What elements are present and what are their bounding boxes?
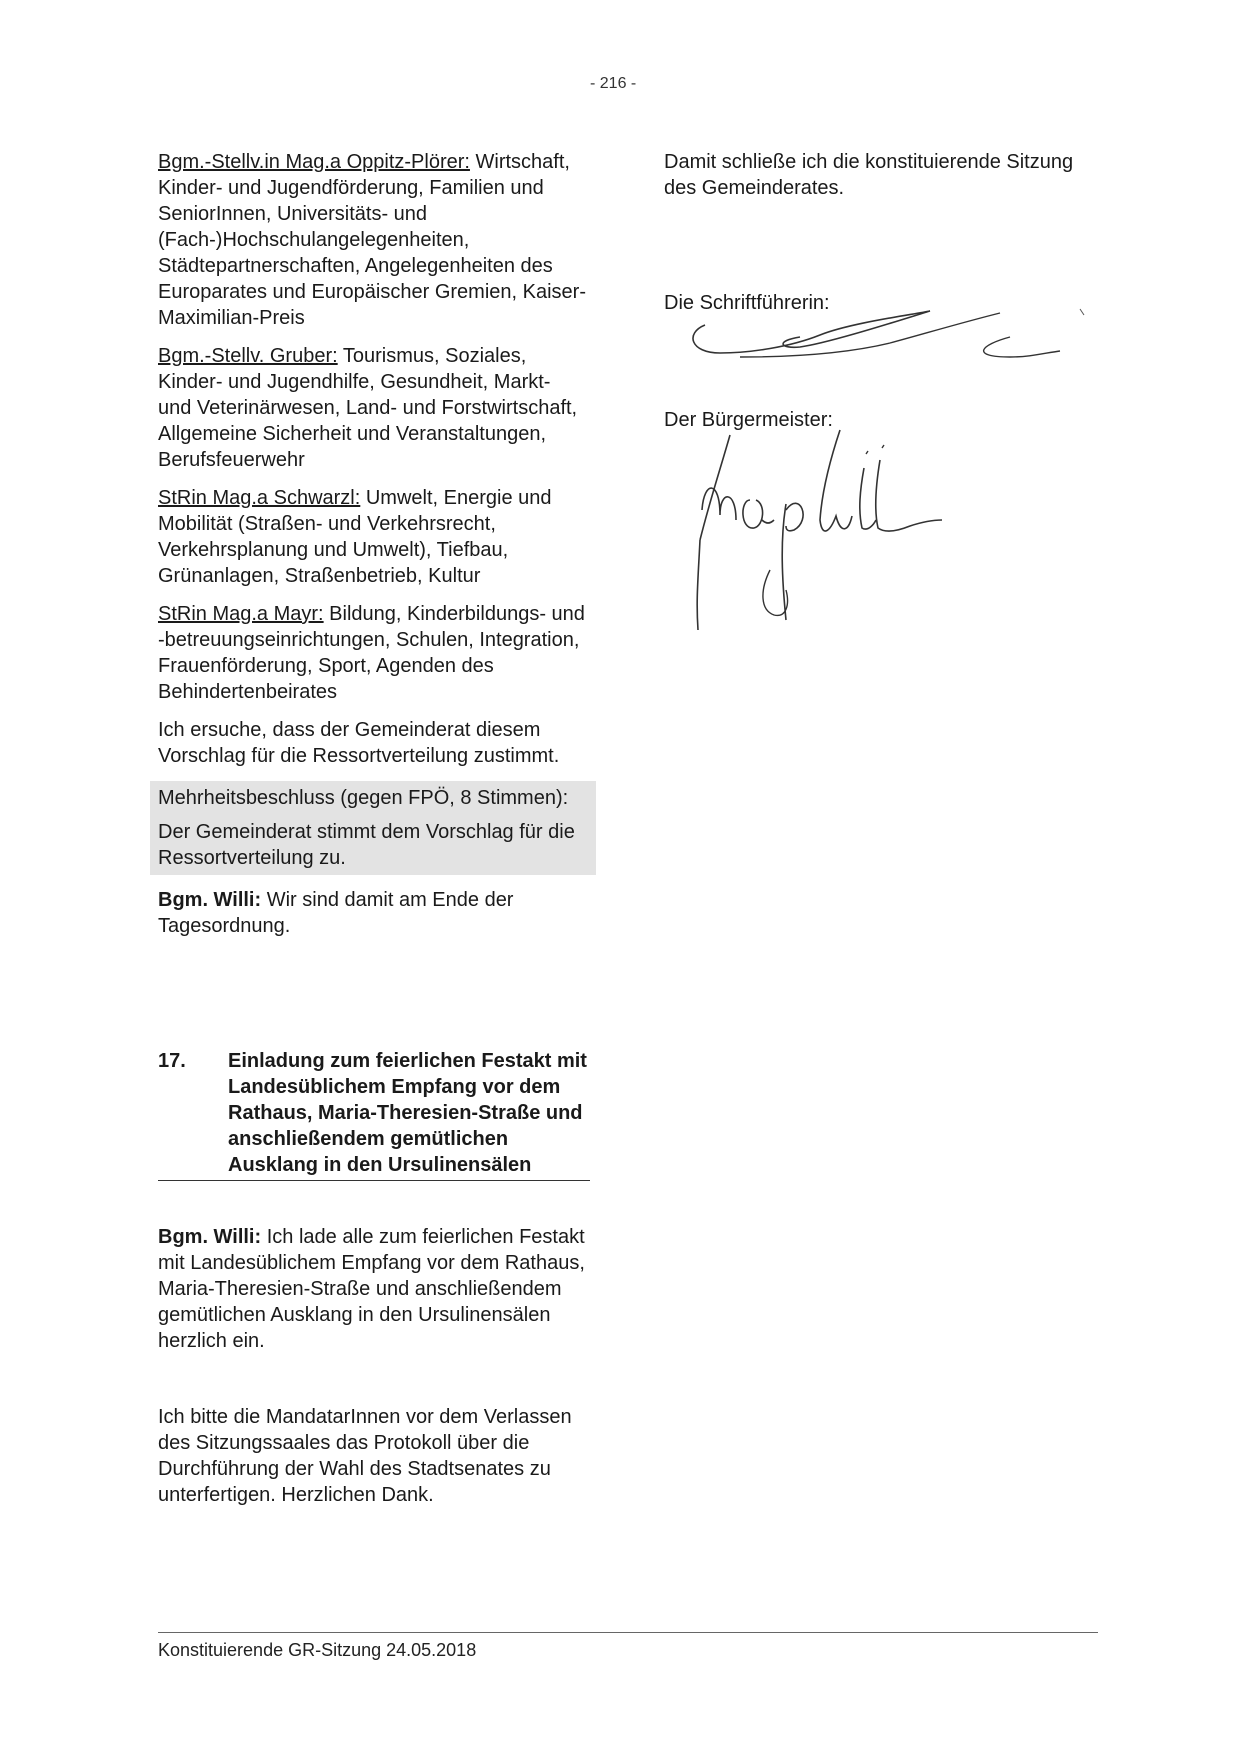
speaker-name: Bgm. Willi: xyxy=(158,1226,262,1248)
assignment-text: Wirtschaft, Kinder- und Jugendförderung, Familien und SeniorInnen, Universitäts- und (Fach-)Hochschulangelegenheiten, Städtepartnerschaften, Angelegenheiten des Europarates und Europäischer Gremien, Kaiser-Maximilian-Preis xyxy=(158,151,586,329)
left-column xyxy=(158,149,588,951)
speaker-text: Ich lade alle zum feierlichen Festakt mit Landesüblichem Empfang vor dem Rathaus, Maria-Theresien-Straße und anschließendem gemütlichen Ausklang in den Ursulinensälen herzlich ein. xyxy=(158,1226,585,1352)
secretary-label: Die Schriftführerin: xyxy=(664,292,830,314)
right-column xyxy=(664,149,1104,213)
agenda-item-number: 17. xyxy=(158,1050,186,1072)
signing-request-paragraph: Ich bitte die MandatarInnen vor dem Verlassen des Sitzungssaales das Protokoll über die Durchführung der Wahl des Stadtsenates zu unterfertigen. Herzlichen Dank. xyxy=(158,1406,572,1506)
assignment-name: StRin Mag.a Mayr: xyxy=(158,603,324,625)
resolution-result: Mehrheitsbeschluss (gegen FPÖ, 8 Stimmen): xyxy=(158,787,569,809)
assignment-name: Bgm.-Stellv.in Mag.a Oppitz-Plörer: xyxy=(158,151,470,173)
assignment-gruber xyxy=(158,343,588,473)
assignment-schwarzl xyxy=(158,485,588,589)
secretary-signature xyxy=(680,295,1100,375)
mayor-signature xyxy=(690,420,960,640)
assignment-mayr xyxy=(158,601,588,705)
footer-divider xyxy=(158,1632,1098,1633)
agenda-item-title: Einladung zum feierlichen Festakt mit Landesüblichem Empfang vor dem Rathaus, Maria-Theresien-Straße und anschließendem gemütlichen Ausklang in den Ursulinensälen xyxy=(228,1050,587,1176)
closing-statement: Damit schließe ich die konstituierende Sitzung des Gemeinderates. xyxy=(664,151,1074,199)
agenda-item-heading xyxy=(158,1048,590,1181)
assignment-text: Umwelt, Energie und Mobilität (Straßen- und Verkehrsrecht, Verkehrsplanung und Umwelt), Tiefbau, Grünanlagen, Straßenbetrieb, Kultur xyxy=(158,487,552,587)
request-paragraph: Ich ersuche, dass der Gemeinderat diesem Vorschlag für die Ressortverteilung zustimmt. xyxy=(158,719,560,767)
mayor-label: Der Bürgermeister: xyxy=(664,409,833,431)
assignment-text: Bildung, Kinderbildungs- und -betreuungseinrichtungen, Schulen, Integration, Frauenförderung, Sport, Agenden des Behindertenbeirates xyxy=(158,603,585,703)
assignment-text: Tourismus, Soziales, Kinder- und Jugendhilfe, Gesundheit, Markt- und Veterinärwesen, Land- und Forstwirtschaft, Allgemeine Sicherheit und Veranstaltungen, Berufsfeuerwehr xyxy=(158,345,578,471)
closing-paragraph xyxy=(158,887,588,939)
assignment-name: StRin Mag.a Schwarzl: xyxy=(158,487,361,509)
resolution-text: Der Gemeinderat stimmt dem Vorschlag für die Ressortverteilung zu. xyxy=(158,821,575,869)
speaker-text: Wir sind damit am Ende der Tagesordnung. xyxy=(158,889,514,937)
resolution-box xyxy=(150,781,596,875)
speaker-name: Bgm. Willi: xyxy=(158,889,262,911)
footer: Konstituierende GR-Sitzung 24.05.2018 xyxy=(158,1640,477,1660)
invitation-paragraph xyxy=(158,1224,588,1354)
assignment-name: Bgm.-Stellv. Gruber: xyxy=(158,345,338,367)
page-number: - 216 - xyxy=(590,75,637,92)
assignment-oppitz-ploerer xyxy=(158,149,588,331)
